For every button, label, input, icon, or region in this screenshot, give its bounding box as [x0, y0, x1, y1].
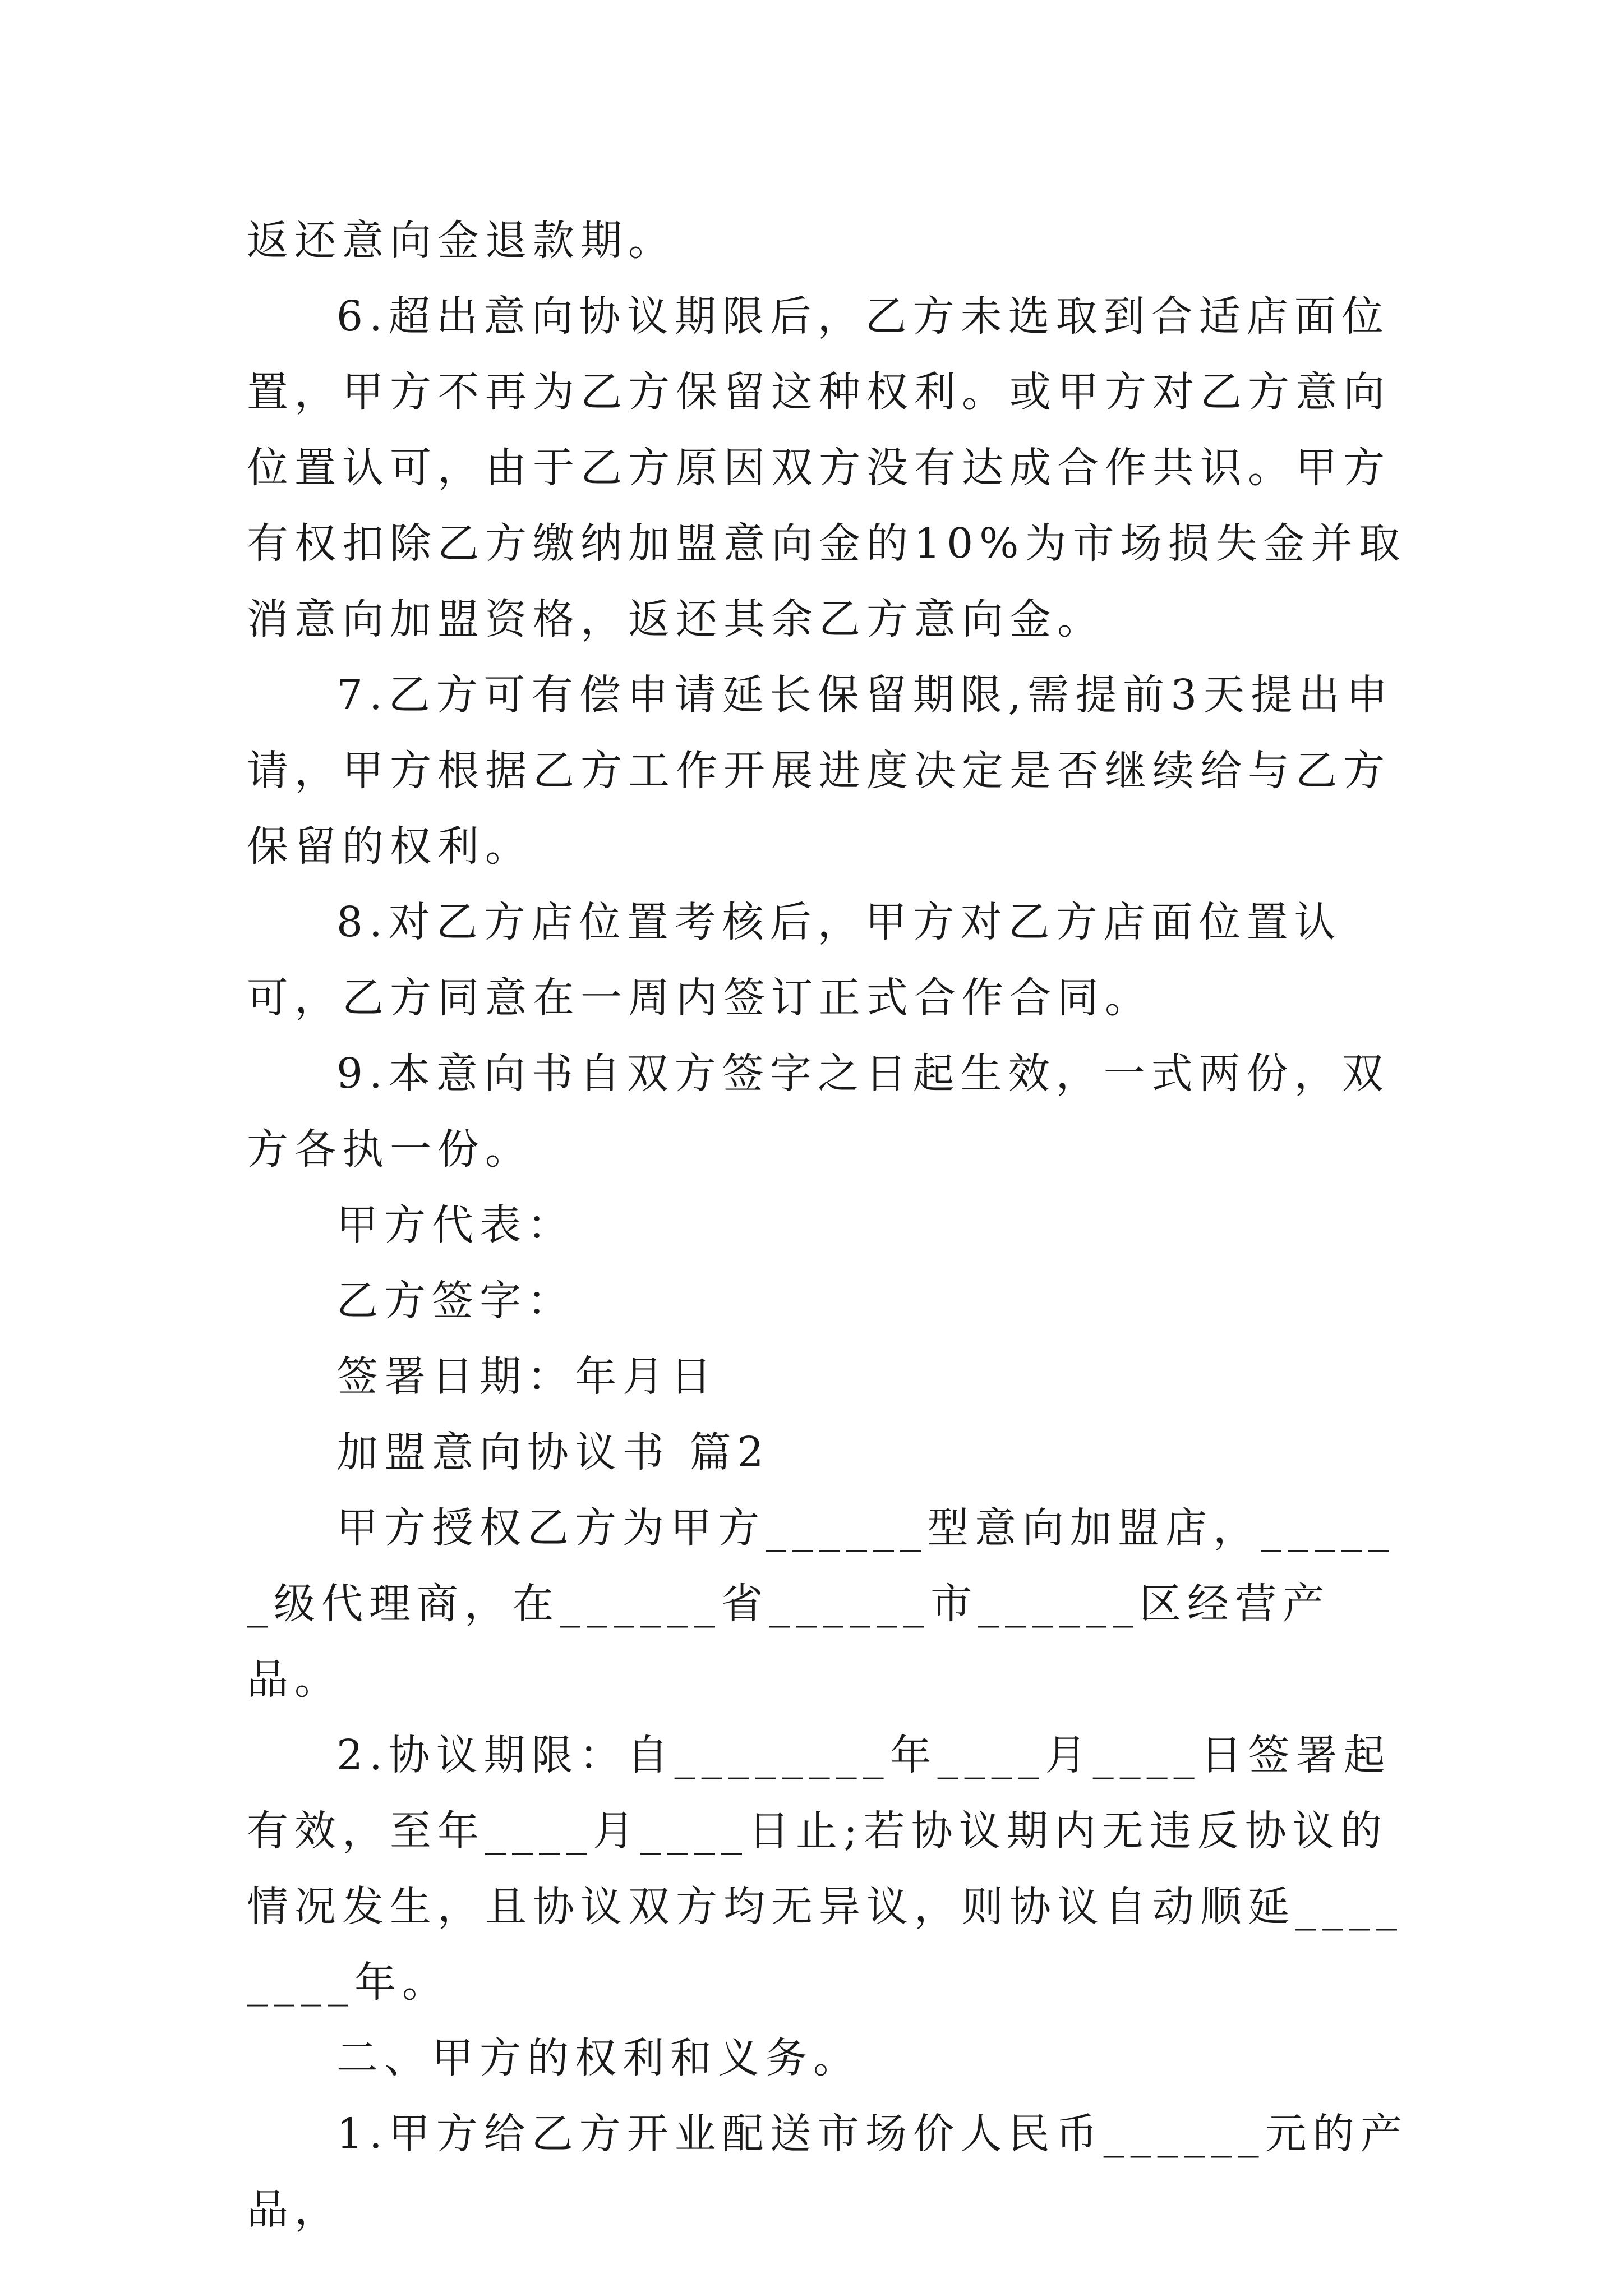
paragraph-clause-9: 9.本意向书自双方签字之日起生效，一式两份，双方各执一份。 — [247, 1050, 1390, 1174]
signature-date: 签署日期：年月日 — [336, 1352, 718, 1401]
signature-party-a: 甲方代表： — [336, 1201, 575, 1249]
heading-party-a-rights: 二、甲方的权利和义务。 — [336, 2034, 861, 2082]
signature-party-b: 乙方签字： — [336, 1277, 575, 1325]
paragraph-authorization: 甲方授权乙方为甲方______型意向加盟店，______级代理商，在______省______市______区经营产品。 — [247, 1504, 1395, 1704]
paragraph-party-a-clause-1: 1.甲方给乙方开业配送市场价人民币______元的产品， — [247, 2110, 1408, 2234]
document-body — [247, 203, 1413, 2248]
paragraph-refund-period: 返还意向金退款期。 — [247, 217, 676, 265]
paragraph-clause-6: 6.超出意向协议期限后，乙方未选取到合适店面位置，甲方不再为乙方保留这种权利。或甲方对乙方意向位置认可，由于乙方原因双方没有达成合作共识。甲方有权扣除乙方缴纳加盟意向金的10%为市场损失金并取消意向加盟资格，返还其余乙方意向金。 — [247, 292, 1407, 643]
paragraph-clause-8: 8.对乙方店位置考核后，甲方对乙方店面位置认可，乙方同意在一周内签订正式合作合同。 — [247, 898, 1342, 1022]
paragraph-clause-7: 7.乙方可有偿申请延长保留期限,需提前3天提出申请，甲方根据乙方工作开展进度决定是否继续给与乙方保留的权利。 — [247, 671, 1394, 871]
paragraph-term: 2.协议期限：自________年____月____日签署起有效，至年____月____日止;若协议期内无违反协议的情况发生，且协议双方均无异议，则协议自动顺延________年。 — [247, 1731, 1403, 2007]
section-title: 加盟意向协议书 篇2 — [336, 1428, 770, 1476]
